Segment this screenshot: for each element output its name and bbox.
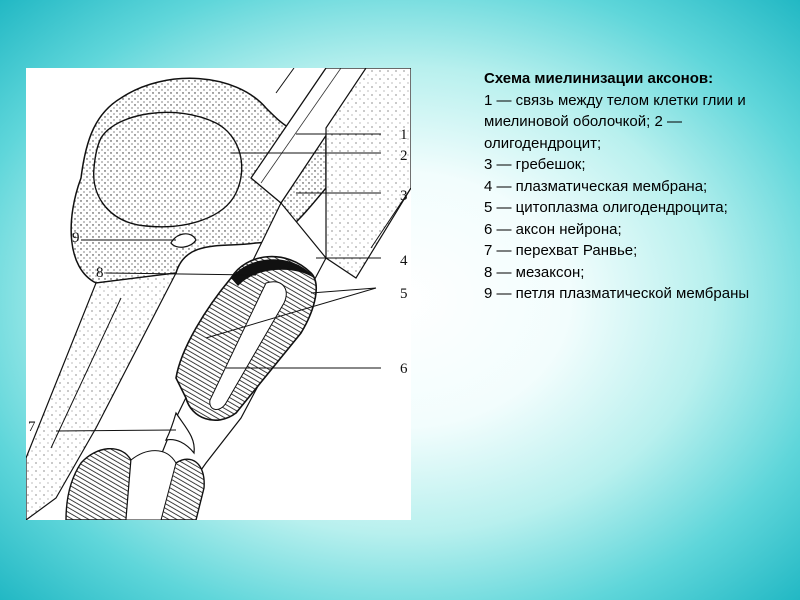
myelination-diagram (26, 68, 411, 520)
label-3: 3 (400, 188, 408, 204)
caption-list (484, 90, 774, 305)
caption-item: 3 — гребешок; (484, 156, 586, 173)
caption (484, 68, 774, 305)
label-2: 2 (400, 148, 408, 164)
caption-item: 5 — цитоплазма олигодендроцита; (484, 199, 728, 216)
label-8: 8 (96, 265, 104, 281)
caption-item: 1 — связь между телом клетки глии и миелиновой оболочкой; 2 — олигодендроцит; (484, 91, 746, 152)
caption-item: 8 — мезаксон; (484, 263, 585, 281)
caption-title: Схема миелинизации аксонов: (484, 70, 714, 87)
label-9: 9 (72, 230, 80, 246)
caption-item: 4 — плазматическая мембрана; (484, 177, 708, 195)
label-6: 6 (400, 361, 408, 377)
nucleus (94, 112, 242, 226)
label-5: 5 (400, 286, 408, 302)
label-4: 4 (400, 253, 408, 269)
label-7: 7 (28, 419, 36, 435)
label-1: 1 (400, 127, 408, 143)
caption-item: 6 — аксон нейрона; (484, 220, 622, 238)
diagram-svg (26, 68, 411, 520)
caption-item: 9 — петля плазматической мембраны (484, 285, 750, 302)
caption-item: 7 — перехват Ранвье; (484, 242, 638, 259)
